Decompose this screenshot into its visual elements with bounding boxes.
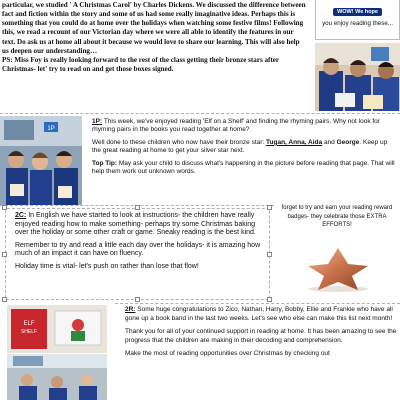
class-2c-para1 xyxy=(15,212,263,238)
class-2r-para1-text: Some huge congratulations to Zico, Nathan, Harry, Bobby, Ellie and Frankie who have all gone up a book band in the last two weeks. Let's see who else can make this list next month! xyxy=(125,306,393,322)
resize-handle[interactable] xyxy=(135,297,140,302)
class-1p-intro-text: This week, we've enjoyed reading 'Elf on a Shelf' and finding the rhyming pairs. Why not look for rhyming pairs in the books you read together at home? xyxy=(92,118,380,134)
class-2r-para3: Make the most of reading opportunities over Christmas by checking out xyxy=(125,349,330,357)
top-tip-text: May ask your child to discuss what's happening in the picture before reading that page. That will help them work out unknown words. xyxy=(92,159,395,176)
class-1p-tag: 1P: xyxy=(92,118,103,125)
resize-handle[interactable] xyxy=(267,297,272,302)
class-1p-text xyxy=(92,118,396,180)
reading-badges-note xyxy=(274,201,400,243)
well-done-last: George xyxy=(336,138,360,146)
class-2r-section xyxy=(115,303,400,400)
svg-text:ELF: ELF xyxy=(23,321,35,327)
class-1p-top-tip xyxy=(92,160,396,177)
class-2c-para2: Remember to try and read a little each day over the holidays- it is amazing how much of an impact it can have on fluency. xyxy=(15,241,261,258)
class-1p-intro xyxy=(92,118,396,135)
carol-ps: PS: Miss Foy is really looking forward to the rest of the class getting their bronze stars after Christmas- let' try to read on and get those boxes signed. xyxy=(2,55,279,74)
well-done-names: Tugan, Anna, Aida xyxy=(266,138,323,146)
classroom-photo xyxy=(7,354,107,400)
elf-on-shelf-book-photo xyxy=(7,305,107,353)
class-1p-section xyxy=(0,113,400,206)
class-1p-photo xyxy=(0,116,82,206)
resize-handle[interactable] xyxy=(267,252,272,257)
class-2r-tag: 2R: xyxy=(125,306,136,313)
wow-text: you enjoy reading these... xyxy=(322,20,393,27)
class-2r-para1 xyxy=(125,306,398,324)
resize-handle[interactable] xyxy=(267,205,272,210)
class-2c-para1-text: In English we have started to look at instructions- the children have really enjoyed reading how to make something- perhaps try some Christmas baking over the holiday or some other craft or game. Sneaky reading is the best kind. xyxy=(15,212,256,237)
wow-box xyxy=(315,0,400,40)
resize-handle[interactable] xyxy=(2,205,7,210)
svg-text:1P: 1P xyxy=(47,126,55,132)
class-1p-well-done xyxy=(92,139,396,156)
resize-handle[interactable] xyxy=(2,297,7,302)
reading-badges-text: forget to try and earn your reading reward badges- they celebrate those EXTRA EFFORTS! xyxy=(281,205,393,229)
class-2c-para3: Holiday time is vital- let's push on rather than lose that flow! xyxy=(15,262,199,270)
class-2r-para2: Thank you for all of your continued support in reading at home. It has been amazing to see the progress that the children are making in their decoding and comprehension. xyxy=(125,327,397,344)
bronze-star-image xyxy=(278,244,398,294)
well-done-pre: Well done to these children who now have their bronze star: xyxy=(92,138,267,146)
well-done-and: and xyxy=(322,138,337,146)
christmas-carol-section xyxy=(0,0,312,108)
svg-text:SHELF: SHELF xyxy=(20,329,38,335)
resize-handle[interactable] xyxy=(2,252,7,257)
resize-handle[interactable] xyxy=(135,205,140,210)
well-done-post: . Keep up the great reading at home to get your silver star next. xyxy=(92,138,388,155)
class-2c-tag: 2C: xyxy=(15,212,27,219)
carol-text: particular, we studied ' A Christmas Carol' by Charles Dickens. We discussed the difference between fact and fiction within the story and some of us had some really imaginative ideas. Perhaps this is something that you could do at home over the holidays when watching some festive films! Following this, we read a recount of our Victorian day where we were all able to identify the features in our text. Do ask us at home all about it because we would love to share our learning. This will also help us deepen our understanding… xyxy=(2,1,306,55)
class-2c-section xyxy=(5,208,270,300)
children-reading-photo xyxy=(315,43,400,111)
wow-badge: WOW! We hope xyxy=(333,8,382,16)
top-tip-label: Top Tip: xyxy=(92,159,118,167)
